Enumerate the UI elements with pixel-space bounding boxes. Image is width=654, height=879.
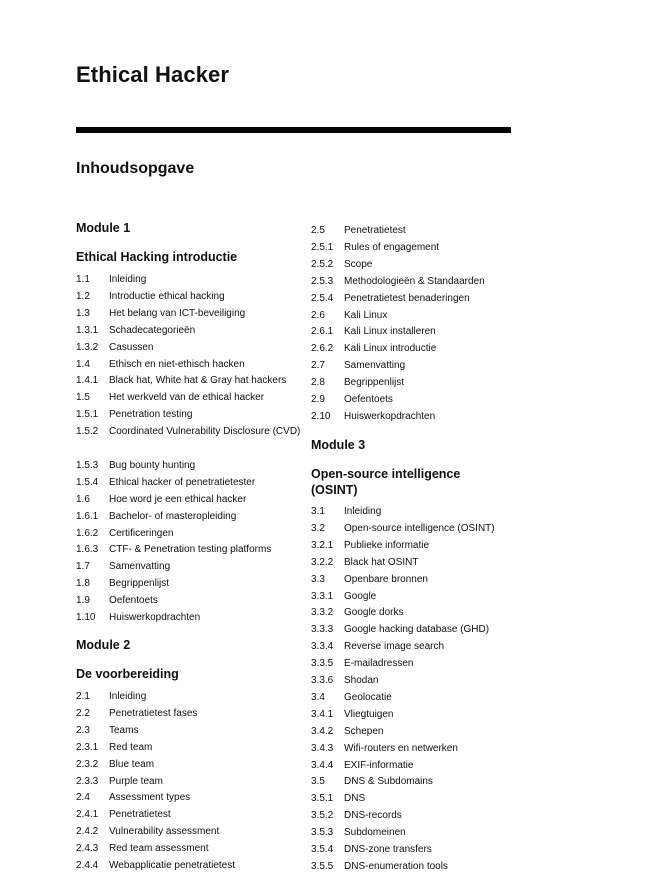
toc-entry-number: 3.2.1 — [311, 539, 334, 551]
toc-entry-number: 1.3 — [76, 307, 90, 319]
toc-entry-text: Inleiding — [109, 691, 147, 702]
toc-entry-number: 2.7 — [311, 360, 325, 372]
toc-entry-number: 1.4.1 — [76, 375, 99, 387]
toc-entry-number: 3.3.4 — [311, 641, 334, 653]
module-1-label: Module 1 — [76, 221, 131, 235]
toc-entry-text: Bachelor- of masteropleiding — [109, 510, 237, 522]
toc-entry-number: 1.2 — [76, 290, 90, 302]
toc-entry-text: Blue team — [109, 758, 155, 770]
toc-entry-text: Het werkveld van de ethical hacker — [109, 392, 265, 404]
toc-entry-number: 1.3.2 — [76, 341, 99, 353]
toc-entry-number: 2.4 — [76, 792, 90, 804]
toc-entry-number: 2.5.2 — [311, 258, 334, 270]
toc-entry-number: 3.4.4 — [311, 759, 334, 771]
toc-entry-text: Kali Linux introductie — [344, 343, 437, 355]
toc-entry-number: 1.10 — [76, 612, 96, 623]
toc-entry-number: 3.5.5 — [311, 860, 334, 872]
toc-entry-number: 3.5.1 — [311, 793, 334, 805]
toc-entry-number: 2.5.1 — [311, 241, 334, 253]
toc-entry-text: Geolocatie — [344, 691, 392, 703]
toc-entry-text: Google hacking database (GHD) — [344, 624, 490, 636]
toc-entry-text: Schadecategorieën — [109, 324, 196, 336]
toc-entry-text: Kali Linux — [344, 309, 388, 321]
toc-entry-text: EXIF-informatie — [344, 759, 414, 771]
toc-entry-text: E-mailadressen — [344, 658, 414, 670]
toc-entry-number: 2.3.3 — [76, 775, 99, 787]
module-3-title-line2: (OSINT) — [311, 483, 358, 497]
toc-entry-text: Penetratietest benaderingen — [344, 292, 470, 304]
toc-entry-text: Assessment types — [109, 792, 191, 804]
toc-entry-number: 1.9 — [76, 595, 90, 607]
toc-entry-text: Penetratietest — [344, 225, 406, 236]
toc-entry-number: 1.5.2 — [76, 426, 99, 438]
toc-entry-text: Huiswerkopdrachten — [344, 410, 436, 422]
toc-entry-number: 3.5.3 — [311, 827, 334, 839]
toc-entry-number: 2.1 — [76, 691, 90, 702]
toc-entry-text: Penetration testing — [109, 409, 193, 421]
toc-entry-text: Ethical hacker of penetratietester — [109, 476, 256, 488]
toc-entry-text: Red team — [109, 741, 153, 753]
toc-entry-number: 1.6.3 — [76, 544, 99, 556]
toc-entry-number: 2.2 — [76, 707, 90, 719]
toc-entry-number: 3.3.6 — [311, 675, 334, 686]
toc-entry-number: 3.4.1 — [311, 708, 334, 720]
toc-entry-number: 1.3.1 — [76, 324, 99, 336]
toc-entry-text: Reverse image search — [344, 641, 445, 653]
toc-entry-text: Subdomeinen — [344, 827, 406, 839]
toc-entry-text: Webapplicatie penetratietest — [109, 860, 236, 871]
toc-entry-number: 3.4 — [311, 691, 325, 703]
toc-entry-text: DNS — [344, 793, 366, 805]
toc-entry-text: Black hat, White hat & Gray hat hackers — [109, 375, 287, 387]
toc-entry-text: DNS-zone transfers — [344, 844, 432, 855]
toc-entry-text: CTF- & Penetration testing platforms — [109, 544, 272, 556]
toc-entry-number: 1.5.1 — [76, 409, 99, 421]
toc-entry-number: 3.5 — [311, 776, 325, 788]
toc-entry-number: 3.3.1 — [311, 590, 334, 602]
toc-entry-text: Certificeringen — [109, 527, 174, 539]
toc-entry-text: Schepen — [344, 725, 384, 737]
toc-entry-number: 1.6.1 — [76, 510, 99, 522]
toc-entry-number: 2.4.3 — [76, 843, 99, 855]
toc-entry-number: 1.5 — [76, 392, 90, 404]
toc-entry-number: 2.4.4 — [76, 860, 99, 871]
toc-entry-number: 1.5.3 — [76, 459, 99, 471]
toc-entry-number: 3.2 — [311, 522, 325, 534]
module-3-label: Module 3 — [311, 438, 366, 452]
toc-entry-text: Rules of engagement — [344, 241, 440, 253]
toc-entry-number: 2.3 — [76, 724, 90, 736]
toc-entry-number: 1.5.4 — [76, 476, 99, 488]
toc-entry-number: 3.4.3 — [311, 742, 334, 754]
module-3-title — [311, 466, 531, 498]
toc-entry-number: 3.3 — [311, 573, 325, 585]
toc-entry-number: 3.5.2 — [311, 810, 334, 822]
toc-entry-text: DNS & Subdomains — [344, 776, 433, 788]
toc-entry-text: Open-source intelligence (OSINT) — [344, 522, 495, 534]
toc-entry-text: Casussen — [109, 341, 154, 353]
toc-entry-number: 1.8 — [76, 578, 90, 590]
toc-entry-text: Publieke informatie — [344, 539, 430, 551]
toc-entry-text: Vliegtuigen — [344, 708, 394, 720]
toc-entry-number: 2.6 — [311, 309, 325, 321]
toc-entry-number: 2.3.2 — [76, 758, 99, 770]
toc-entry-text: Openbare bronnen — [344, 573, 428, 585]
toc-entry-number: 1.6.2 — [76, 527, 99, 539]
toc-entry-text: Wifi-routers en netwerken — [344, 742, 458, 754]
toc-entry-text: Huiswerkopdrachten — [109, 612, 201, 623]
toc-entry-text: Kali Linux installeren — [344, 326, 436, 338]
toc-entry-text: Purple team — [109, 775, 163, 787]
toc-entry-number: 1.1 — [76, 274, 90, 285]
toc-entry-text: Hoe word je een ethical hacker — [109, 493, 247, 505]
toc-entry-number: 2.9 — [311, 394, 325, 405]
toc-entry-text: Google — [344, 590, 377, 602]
toc-entry-number: 1.4 — [76, 358, 90, 370]
toc-entry-text: Shodan — [344, 675, 379, 686]
toc-entry-number: 2.3.1 — [76, 741, 99, 753]
toc-entry-number: 2.6.2 — [311, 343, 334, 355]
toc-entry-text: Begrippenlijst — [109, 578, 170, 590]
toc-entry-number: 2.6.1 — [311, 326, 334, 338]
document-title: Ethical Hacker — [76, 62, 230, 87]
toc-entry-text: Oefentoets — [109, 595, 158, 607]
toc-entry-text: DNS-enumeration tools — [344, 860, 448, 872]
toc-entry-number: 2.5.4 — [311, 292, 334, 304]
module-2-label: Module 2 — [76, 638, 131, 652]
module-3-title-line1: Open-source intelligence — [311, 467, 461, 481]
toc-entry-text: Begrippenlijst — [344, 377, 405, 389]
toc-entry-number: 3.2.2 — [311, 556, 334, 568]
toc-entry-text: Oefentoets — [344, 394, 393, 405]
module-1-title: Ethical Hacking introductie — [76, 250, 238, 264]
toc-entry-text: Black hat OSINT — [344, 556, 419, 568]
toc-heading: Inhoudsopgave — [76, 160, 195, 177]
toc-entry-text: Penetratietest — [109, 809, 171, 821]
title-rule — [76, 127, 511, 133]
toc-entry-text: Red team assessment — [109, 843, 209, 855]
toc-entry-text: Het belang van ICT-beveiliging — [109, 307, 246, 319]
toc-entry-text: Methodologieën & Standaarden — [344, 275, 485, 287]
toc-entry-text: DNS-records — [344, 810, 402, 822]
toc-entry-number: 1.7 — [76, 561, 90, 573]
toc-entry-number: 3.3.2 — [311, 607, 334, 619]
toc-entry-number: 2.4.1 — [76, 809, 99, 821]
toc-entry-text: Samenvatting — [344, 360, 406, 372]
toc-entry-text: Vulnerability assessment — [109, 826, 220, 838]
toc-entry-text: Samenvatting — [109, 561, 171, 573]
toc-entry-text: Inleiding — [109, 274, 147, 285]
toc-entry-number: 2.8 — [311, 377, 325, 389]
toc-entry-number: 3.4.2 — [311, 725, 334, 737]
module-2-title: De voorbereiding — [76, 667, 179, 681]
toc-entry-text: Teams — [109, 724, 139, 736]
toc-entry-number: 3.5.4 — [311, 844, 334, 855]
toc-entry-text: Penetratietest fases — [109, 707, 198, 719]
toc-entry-text: Bug bounty hunting — [109, 459, 196, 471]
toc-entry-number: 3.3.5 — [311, 658, 334, 670]
toc-entry-text: Introductie ethical hacking — [109, 290, 225, 302]
toc-entry-number: 3.1 — [311, 506, 325, 517]
toc-entry-number: 3.3.3 — [311, 624, 334, 636]
toc-entry-number: 2.5 — [311, 225, 325, 236]
toc-entry-number: 2.10 — [311, 410, 331, 422]
toc-entry-number: 2.4.2 — [76, 826, 99, 838]
toc-entry-text: Inleiding — [344, 506, 382, 517]
toc-entry-number: 1.6 — [76, 493, 90, 505]
toc-entry-number: 2.5.3 — [311, 275, 334, 287]
toc-entry-text: Coordinated Vulnerability Disclosure (CVD) — [109, 426, 301, 438]
toc-entry-text: Ethisch en niet-ethisch hacken — [109, 358, 245, 370]
toc-entry-text: Scope — [344, 258, 373, 270]
toc-entry-text: Google dorks — [344, 607, 404, 619]
